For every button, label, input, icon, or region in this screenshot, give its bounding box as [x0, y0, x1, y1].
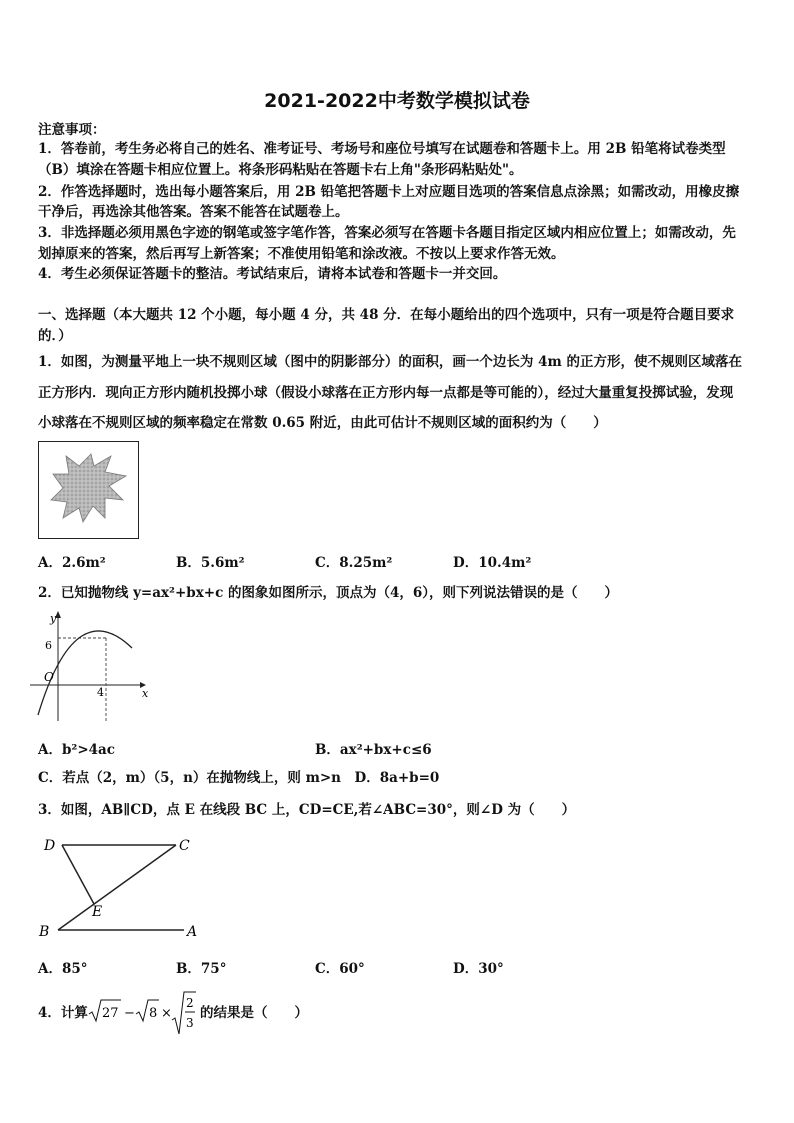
label-c: C: [179, 838, 190, 854]
minus-sign: −: [124, 1006, 135, 1021]
y-tick-label: 6: [45, 639, 52, 652]
label-b: B: [39, 924, 50, 940]
q1-option-a: A．2.6m²: [38, 555, 106, 571]
q1-stem: 小球落在不规则区域的频率稳定在常数 0.65 附近，由此可估计不规则区域的面积约为（ ）: [38, 415, 607, 431]
y-axis-label: y: [50, 612, 57, 625]
fraction-numerator: 2: [186, 996, 194, 1010]
times-sign: ×: [161, 1006, 172, 1021]
notice-line: 干净后，再选涂其他答案。答案不能答在试题卷上。: [38, 204, 349, 220]
radicand-27: 27: [102, 1006, 119, 1021]
notice-line: 4．考生必须保证答题卡的整洁。考试结束后，请将本试卷和答题卡一并交回。: [38, 266, 507, 282]
q2-option-b: B．ax²+bx+c≤6: [315, 742, 432, 758]
q1-stem: 正方形内．现向正方形内随机投掷小球（假设小球落在正方形内每一点都是等可能的），经过大量重复投掷试验，发现: [38, 385, 734, 401]
section-heading-cont: 的．）: [38, 328, 72, 344]
q2-parabola-graph: [30, 608, 150, 728]
q1-stem: 1．如图，为测量平地上一块不规则区域（图中的阴影部分）的面积，画一个边长为 4m 的正方形，使不规则区域落在: [38, 354, 742, 370]
q3-option-c: C．60°: [315, 961, 365, 977]
label-e: E: [92, 904, 103, 920]
q3-option-b: B．75°: [176, 961, 227, 977]
q1-option-c: C．8.25m²: [315, 555, 393, 571]
q4-suffix: 的结果是（ ）: [200, 1005, 308, 1021]
q4-prefix: 4．计算: [38, 1005, 88, 1021]
x-axis-label: x: [142, 687, 149, 700]
q2-options-c-d: C．若点（2，m）（5，n）在抛物线上，则 m>n D．8a+b=0: [38, 770, 440, 786]
fraction-denominator: 3: [186, 1016, 194, 1030]
q1-square-figure: [38, 441, 139, 539]
page-title: 2021-2022中考数学模拟试卷: [264, 90, 530, 112]
notice-heading: 注意事项：: [38, 122, 106, 138]
radicand-8: 8: [149, 1006, 158, 1021]
label-d: D: [44, 838, 56, 854]
q1-option-d: D．10.4m²: [453, 555, 532, 571]
q1-option-b: B．5.6m²: [176, 555, 245, 571]
notice-line: （B）填涂在答题卡相应位置上。将条形码粘贴在答题卡右上角"条形码粘贴处"。: [38, 162, 523, 178]
notice-line: 1．答卷前，考生务必将自己的姓名、准考证号、考场号和座位号填写在试题卷和答题卡上。用 2B 铅笔将试卷类型: [38, 141, 726, 157]
segment-de: [62, 845, 94, 904]
q2-stem: 2．已知抛物线 y=ax²+bx+c 的图象如图所示，顶点为（4，6），则下列说法错误的是（ ）: [38, 585, 619, 601]
notice-line: 2．作答选择题时，选出每小题答案后，用 2B 铅笔把答题卡上对应题目选项的答案信息点涂黑；如需改动，用橡皮擦: [38, 184, 740, 200]
q3-option-d: D．30°: [453, 961, 504, 977]
q2-option-a: A．b²>4ac: [38, 742, 115, 758]
q3-stem: 3．如图，AB∥CD，点 E 在线段 BC 上，CD=CE,若∠ABC=30°，则∠D 为（ ）: [38, 802, 576, 818]
irregular-region-icon: [39, 442, 138, 538]
q4-formula: [88, 990, 198, 1036]
segment-cb: [58, 845, 176, 930]
x-tick-label: 4: [97, 686, 104, 699]
label-a: A: [187, 924, 198, 940]
origin-label: O: [44, 670, 54, 684]
section-heading: 一、选择题（本大题共 12 个小题，每小题 4 分，共 48 分．在每小题给出的四个选项中，只有一项是符合题目要求: [38, 307, 735, 323]
q3-geometry-figure: [36, 834, 216, 944]
notice-line: 3．非选择题必须用黑色字迹的钢笔或签字笔作答，答案必须写在答题卡各题目指定区域内相应位置上；如需改动，先: [38, 225, 736, 241]
q3-option-a: A．85°: [38, 961, 88, 977]
notice-line: 划掉原来的答案，然后再写上新答案；不准使用铅笔和涂改液。不按以上要求作答无效。: [38, 246, 565, 262]
